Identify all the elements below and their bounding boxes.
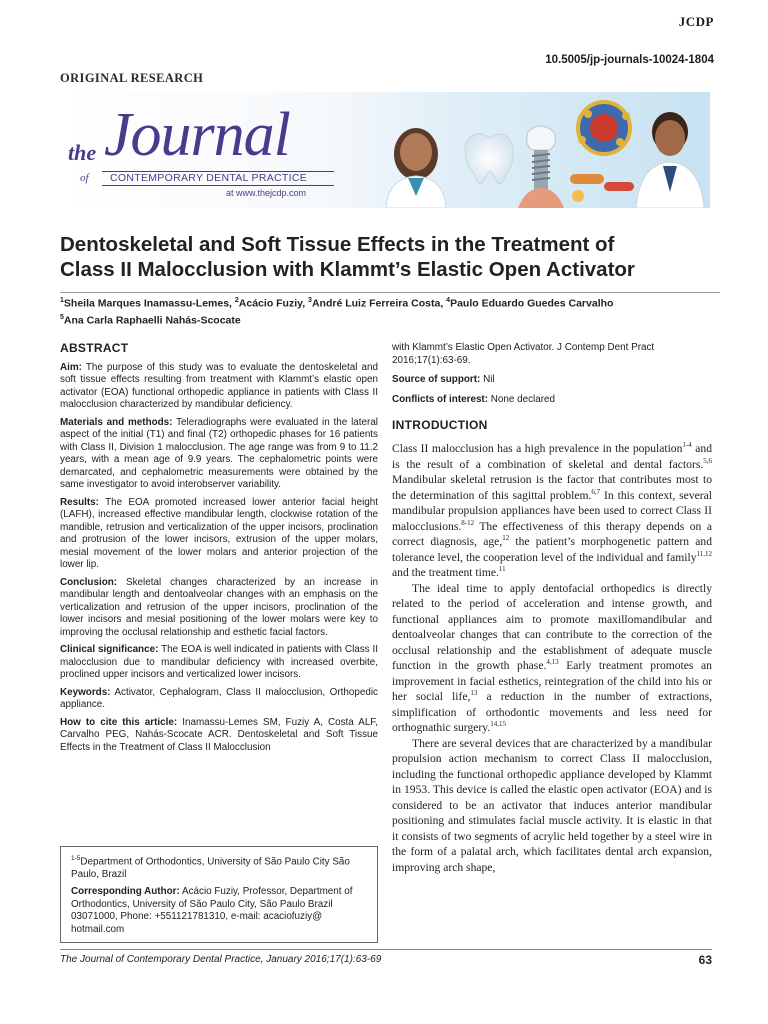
dentist-man-image bbox=[636, 112, 704, 208]
author-name: Acácio Fuziy, bbox=[238, 297, 309, 310]
conflicts-text: None declared bbox=[488, 393, 555, 405]
molecule-image bbox=[578, 102, 630, 154]
footer-citation: The Journal of Contemporary Dental Practice, January 2016;17(1):63-69 bbox=[60, 954, 382, 965]
abstract-results bbox=[60, 497, 378, 572]
abstract-column bbox=[60, 342, 378, 759]
clinical-label: Clinical significance: bbox=[60, 644, 159, 655]
support-text: Nil bbox=[480, 374, 495, 385]
author-name: Ana Carla Raphaelli Nahás-Scocate bbox=[63, 314, 241, 326]
author-list bbox=[60, 292, 720, 327]
section-label: ORIGINAL RESEARCH bbox=[60, 71, 204, 85]
abstract-methods bbox=[60, 417, 378, 492]
conflicts-of-interest bbox=[392, 394, 712, 407]
corresponding-author bbox=[71, 886, 367, 936]
keywords-text: Activator, Cephalogram, Class II malocclusion, Orthopedic appliance. bbox=[60, 686, 378, 710]
title-line-1: Dentoskeletal and Soft Tissue Effects in the Treatment of bbox=[60, 233, 615, 256]
methods-text: Teleradiographs were evaluated in the lateral aspect of the initial (T1) and final (T2) orthopedic phases for 16 patients with Class II, Division 1 malocclusion. The age range was from 9 to 11.2 years, with a mean age of 9.9 years. The cephalometric points were demarcated, and cephalometric measurements were obtained by the same investigator to avoid interobserver variability. bbox=[60, 416, 378, 490]
logo-website: at www.thejcdp.com bbox=[226, 188, 307, 198]
dentist-woman-image bbox=[386, 128, 446, 208]
citation-continued: with Klammt’s Elastic Open Activator. J Contemp Dent Pract 2016;17(1):63-69. bbox=[392, 342, 655, 366]
introduction-heading: INTRODUCTION bbox=[392, 418, 488, 432]
logo-subtitle: CONTEMPORARY DENTAL PRACTICE bbox=[110, 172, 308, 184]
author-sup: 2 bbox=[234, 297, 239, 304]
abstract-aim bbox=[60, 362, 378, 412]
logo-the: the bbox=[68, 140, 97, 165]
pills-image bbox=[570, 174, 634, 202]
conclusion-text: Skeletal changes characterized by an increase in mandibular length and dentoalveolar changes with an emphasis on the verticalization and retrusion of the upper incisors, proclination of the lower incisors and mesial positioning of the lower molars were key to improving the occlusal relationship and esthetic facial factors. bbox=[60, 576, 378, 638]
logo-journal: Journal bbox=[104, 101, 290, 169]
authors-line-1 bbox=[60, 294, 720, 311]
author-sup: 1 bbox=[60, 297, 64, 304]
author-name: Sheila Marques Inamassu-Lemes, bbox=[63, 297, 235, 310]
aim-label: Aim: bbox=[60, 361, 82, 373]
intro-paragraph-1: Class II malocclusion has a high prevalence in the population$^{1-4}$ and is the result of a combination of skeletal and dental factors.$^{5,6}$ Mandibular skeletal retrusion is the factor that contributes most to the determination of this sagittal problem.$^{6,7}$ In this context, several mandibular propulsion appliances have been used to correct Class II malocclusions.$^{8-12}$ The effectiveness of this therapy depends on a correct diagnosis, age,$^{12}$ the patient’s morphogenetic pattern and tolerance level, the cooperation level of the individual and family$^{11,12}$ and the treatment time.$^{11}$ bbox=[392, 441, 712, 579]
journal-logo bbox=[66, 96, 366, 208]
banner-illustration bbox=[358, 92, 710, 208]
author-sup: 4 bbox=[446, 297, 451, 304]
affiliation-box bbox=[60, 846, 378, 943]
intro-paragraph-3: There are several devices that are characterized by a mandibular propulsion action mechanism to correct Class II malocclusion, including the functional orthopedic appliance developed by Klammt in 1953. This device is called the elastic open activator (EOA) and is considered to be an activator that induces anterior mandibular positioning and stimulates facial muscle activity. It is elastic in that it consists of two segments of acrylic held together by a steel wire in the form of a palatal arch, which facilitates dental arch expansion, improving arch shape, bbox=[392, 736, 712, 874]
implant-image bbox=[518, 126, 564, 208]
journal-abbreviation: JCDP bbox=[678, 14, 714, 29]
methods-label: Materials and methods: bbox=[60, 416, 173, 428]
support-label: Source of support: bbox=[392, 374, 481, 385]
journal-banner bbox=[58, 92, 710, 208]
results-label: Results: bbox=[60, 496, 99, 508]
keywords-label: Keywords: bbox=[60, 686, 111, 698]
author-name: Paulo Eduardo Guedes Carvalho bbox=[450, 297, 614, 310]
clinical-text: The EOA is well indicated in patients with Class II malocclusion due to mandibular deficiency with increased overbite, proclined upper incisors and verticalized lower incisors. bbox=[60, 644, 378, 680]
corr-label: Corresponding Author: bbox=[71, 886, 180, 898]
abstract-keywords bbox=[60, 687, 378, 712]
source-of-support bbox=[392, 374, 712, 387]
cite-text: Inamassu-Lemes SM, Fuziy A, Costa ALF, Carvalho PEG, Nahás-Scocate ACR. Dentoskeletal and Soft Tissue Effects in the Treatment of Class II Malocclusion bbox=[60, 716, 378, 753]
footer-divider bbox=[60, 949, 712, 950]
department-text: Department of Orthodontics, University of São Paulo City São Paulo, Brazil bbox=[71, 856, 350, 880]
title-line-2: Class II Malocclusion with Klammt’s Elastic Open Activator bbox=[60, 258, 635, 281]
results-text: The EOA promoted increased lower anterior facial height (LAFH), increased effective mandibular length, clockwise rotation of the mandible, retrusion and verticalization of the upper incisors, proclination and protrusion of the lower incisors, extrusion of the upper molars, mesial movement of the lower molars and anterior projection of the lower lip. bbox=[60, 496, 378, 570]
body-column bbox=[392, 342, 712, 875]
abstract-clinical bbox=[60, 644, 378, 682]
abstract-citation bbox=[60, 717, 378, 755]
abstract-conclusion bbox=[60, 577, 378, 640]
intro-paragraph-2: The ideal time to apply dentofacial orthopedics is directly related to the period of acceleration and intense growth, and functional appliances aim to promote maxillomandibular and dentoalveolar changes that can contribute to the correction of the occlusal relationship and the establishment of adequate muscle function in the growth phase.$^{4,13}$ Early treatment promotes an improvement in facial esthetics, reintegration of the child into his or her social life,$^{13}$ a reduction in the number of extractions, simplification of orthodontic movements and less need for orthognathic surgery.$^{14,15}$ bbox=[392, 581, 712, 734]
tooth-image bbox=[465, 134, 513, 184]
conflicts-label: Conflicts of interest: bbox=[392, 393, 489, 405]
affiliation-sup: 1-5 bbox=[71, 855, 81, 862]
aim-text: The purpose of this study was to evaluate the dentoskeletal and soft tissue effects resulting from treatment with Klammt’s elastic open activator (EOA) functional orthopedic appliance in patients with Class II malocclusion characterized by mandibular deficiency. bbox=[60, 361, 378, 410]
abstract-heading: ABSTRACT bbox=[60, 341, 129, 355]
corr-text: Acácio Fuziy, Professor, Department of Orthodontics, University of São Paulo City, São Paulo Brazil 03071000, Phone: +551121781310, e-mail: acaciofuziy@ hotmail.com bbox=[71, 886, 353, 935]
author-sup: 5 bbox=[60, 313, 64, 321]
page-number: 63 bbox=[698, 953, 712, 967]
author-name: André Luiz Ferreira Costa, bbox=[311, 297, 447, 310]
cite-label: How to cite this article: bbox=[60, 716, 178, 728]
conclusion-label: Conclusion: bbox=[60, 576, 118, 588]
doi[interactable]: 10.5005/jp-journals-10024-1804 bbox=[545, 54, 714, 66]
introduction-text bbox=[392, 441, 712, 875]
affiliation-department bbox=[71, 853, 367, 881]
authors-line-2 bbox=[60, 311, 720, 328]
author-sup: 3 bbox=[308, 297, 312, 304]
article-title bbox=[60, 232, 720, 282]
logo-of: of bbox=[80, 172, 89, 184]
